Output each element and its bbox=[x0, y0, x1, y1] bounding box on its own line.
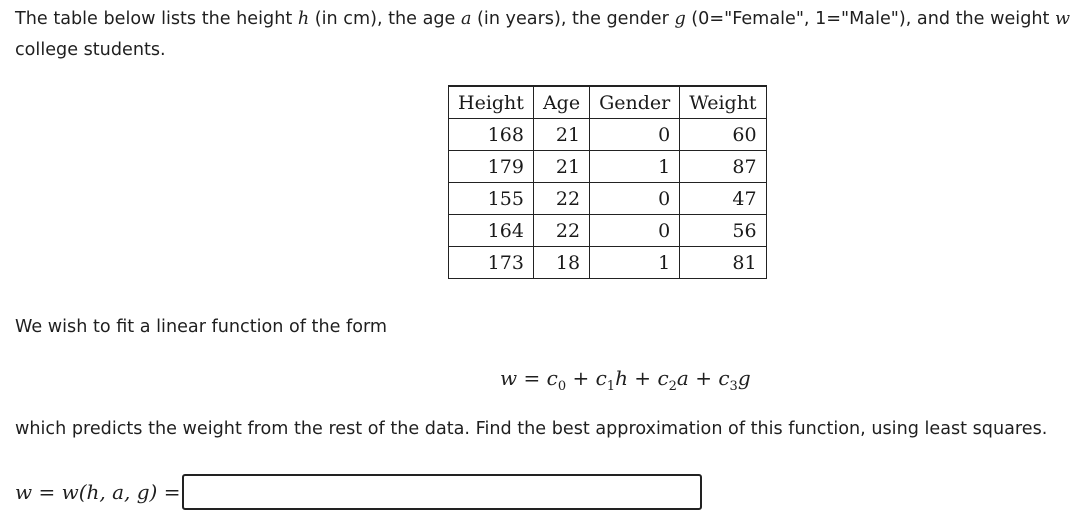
intro-segment: The table below lists the height bbox=[15, 9, 298, 29]
cell-height: 164 bbox=[449, 215, 534, 247]
formula-g: g bbox=[737, 366, 751, 390]
cell-gender: 0 bbox=[590, 215, 680, 247]
cell-weight: 56 bbox=[680, 215, 766, 247]
header-height: Height bbox=[449, 86, 534, 119]
formula-plus: + bbox=[566, 366, 596, 390]
cell-height: 155 bbox=[449, 183, 534, 215]
intro-segment: (in cm), the age bbox=[309, 9, 461, 29]
header-weight: Weight bbox=[680, 86, 766, 119]
cell-gender: 0 bbox=[590, 183, 680, 215]
cell-age: 21 bbox=[533, 151, 589, 183]
formula-sub-0: 0 bbox=[557, 379, 567, 394]
cell-age: 22 bbox=[533, 215, 589, 247]
header-age: Age bbox=[533, 86, 589, 119]
variable-a: a bbox=[460, 9, 472, 29]
intro-segment: (in years), the gender bbox=[471, 9, 675, 29]
cell-gender: 0 bbox=[590, 119, 680, 151]
formula-w: w bbox=[500, 366, 518, 390]
data-table bbox=[448, 85, 767, 279]
table-row bbox=[449, 215, 767, 247]
variable-h: h bbox=[297, 9, 310, 29]
formula-sub-2: 2 bbox=[668, 379, 677, 394]
table-row bbox=[449, 151, 767, 183]
variable-g: g bbox=[674, 9, 686, 29]
formula-plus: + bbox=[688, 366, 719, 390]
formula-equals: = bbox=[517, 366, 547, 390]
formula-plus: + bbox=[627, 366, 658, 390]
intro-text-line-2: college students. bbox=[15, 40, 166, 60]
cell-height: 179 bbox=[449, 151, 534, 183]
cell-weight: 87 bbox=[680, 151, 766, 183]
answer-label: w = w(h, a, g) = bbox=[15, 480, 181, 504]
formula-h: h bbox=[615, 366, 628, 390]
formula-c: c bbox=[718, 366, 730, 390]
header-gender: Gender bbox=[590, 86, 680, 119]
linear-model-formula bbox=[500, 366, 751, 394]
formula-c: c bbox=[595, 366, 607, 390]
cell-weight: 47 bbox=[680, 183, 766, 215]
predict-instruction-text: which predicts the weight from the rest of the data. Find the best approximation of this function, using least squares. bbox=[15, 419, 1048, 439]
table-row bbox=[449, 183, 767, 215]
cell-age: 21 bbox=[533, 119, 589, 151]
formula-c: c bbox=[546, 366, 558, 390]
intro-text-line-1 bbox=[15, 4, 1070, 34]
table-row bbox=[449, 119, 767, 151]
table-row bbox=[449, 247, 767, 279]
cell-height: 168 bbox=[449, 119, 534, 151]
cell-weight: 60 bbox=[680, 119, 766, 151]
cell-age: 18 bbox=[533, 247, 589, 279]
fit-instruction-text: We wish to fit a linear function of the form bbox=[15, 317, 388, 337]
variable-w: w bbox=[1055, 9, 1071, 29]
formula-sub-3: 3 bbox=[729, 379, 738, 394]
formula-sub-1: 1 bbox=[606, 379, 616, 394]
formula-a: a bbox=[676, 366, 689, 390]
formula-c: c bbox=[657, 366, 669, 390]
cell-gender: 1 bbox=[590, 247, 680, 279]
cell-height: 173 bbox=[449, 247, 534, 279]
table-header-row bbox=[449, 86, 767, 119]
cell-weight: 81 bbox=[680, 247, 766, 279]
answer-input[interactable] bbox=[182, 474, 702, 510]
cell-age: 22 bbox=[533, 183, 589, 215]
cell-gender: 1 bbox=[590, 151, 680, 183]
intro-segment: (0="Female", 1="Male"), and the weight bbox=[685, 9, 1056, 29]
